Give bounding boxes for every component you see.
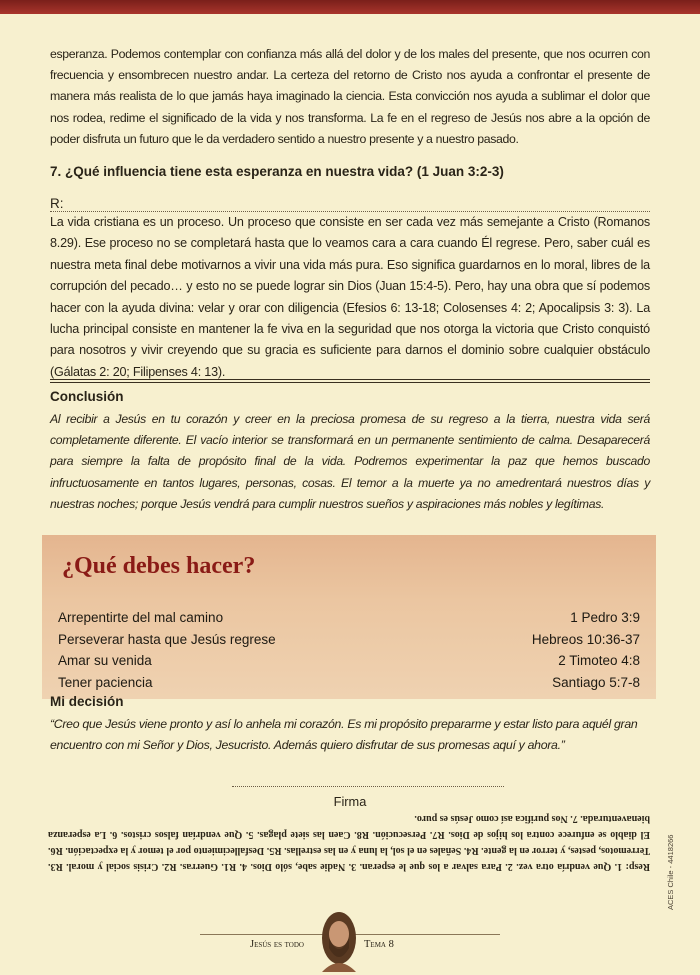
- footer-series-title: Jesús es todo: [250, 939, 304, 950]
- intro-paragraph: esperanza. Podemos contemplar con confianza más allá del dolor y de los males del presente, que nos ocurren con frecuencia y ensombrecen nuestro andar. La certeza del retorno de Cristo nos ayuda a confrontar el presente de manera más realista de lo que jamás haya imaginado la ciencia. Esta convicción nos ayuda a sublimar el dolor que nos rodea, redime el significado de la vida y nos transforma. La fe en el regreso de Jesús nos abre a la opción de poder disfruta un futuro que le da verdadero sentido a nuestro presente y a nuestro pasado.: [50, 47, 650, 146]
- signature-line: [232, 786, 504, 787]
- action-reference: 1 Pedro 3:9: [570, 610, 640, 625]
- decision-title: Mi decisión: [50, 694, 124, 709]
- page: [0, 14, 700, 975]
- section-divider: [50, 379, 650, 383]
- footer-lesson-number: Tema 8: [364, 939, 394, 950]
- answer-key-upside-down: Resp: 1. Que vendría otra vez. 2. Para salvar a los que le esperan. 3. Nadie sabe, sólo Dios. 4. R1. Guerras. R2. Crisis social y moral. R3. Terremotos, pestes, y terror en la gente. R4. Señales en el sol, la luna y en las estrellas. R5. Desfallecimiento por el temor y la expectación. R6. El diablo se enfurece contra los hijos de Dios. R7. Persecución. R8. Caen las siete plagas. 5. Que vendrían falsos cristos. 6. La esperanza bienaventurada. 7. Nos purifica así como Jesús es puro.: [48, 813, 650, 872]
- action-box: [42, 535, 656, 699]
- action-label: Arrepentirte del mal camino: [58, 610, 224, 625]
- action-row: [58, 629, 640, 651]
- page-footer: [0, 904, 700, 975]
- action-row: [58, 672, 640, 694]
- answer-paragraph: La vida cristiana es un proceso. Un proceso que consiste en ser cada vez más semejante a Cristo (Romanos 8.29). Ese proceso no se completará hasta que lo veamos cara a cara cuando Él regrese. Pero, saber cuál es nuestra meta final debe motivarnos a vivir una vida más pura. Eso significa guardarnos en lo moral, libres de la corrupción del pecado… y esto no se puede lograr sin Dios (Juan 15:4-5). Pero, hay una obra que sí podemos hacer con la ayuda divina: velar y orar con diligencia (Efesios 6: 13-18; Colosenses 4: 2; Apocalipsis 3: 3). La lucha principal consiste en mantener la fe viva en la seguridad que nos otorga la victoria que Cristo conquistó para nosotros y vivir creyendo que su gracia es suficiente para darnos el dominio sobre cualquier obstáculo (Gálatas 2: 20; Filipenses 4: 13).: [50, 215, 650, 379]
- side-print-code: ACES Chile - 4418266: [666, 834, 675, 910]
- action-box-title: ¿Qué debes hacer?: [62, 553, 256, 579]
- action-list: [58, 607, 640, 693]
- action-row: [58, 607, 640, 629]
- action-label: Amar su venida: [58, 653, 152, 669]
- conclusion-title: Conclusión: [50, 389, 124, 404]
- action-row: [58, 650, 640, 672]
- action-reference: 2 Timoteo 4:8: [558, 653, 640, 669]
- action-label: Perseverar hasta que Jesús regrese: [58, 631, 276, 647]
- signature-label: Firma: [333, 794, 367, 809]
- question-7: 7. ¿Qué influencia tiene esta esperanza en nuestra vida? (1 Juan 3:2-3): [50, 164, 504, 179]
- jesus-portrait-icon: [318, 908, 360, 972]
- conclusion-text: Al recibir a Jesús en tu corazón y creer en la preciosa promesa de su regreso a la tierra, nuestra vida será completamente diferente. El vacío interior se transformará en un permanente sentimiento de calma. Desaparecerá para siempre la falta de propósito final de la vida. Podremos experimentar la paz que hemos buscado infructuosamente en tantos lugares, personas, cosas. El temor a la muerte ya no amedrentará nuestros días y nuestras noches; porque Jesús vendrá para cumplir nuestros sueños y aspiraciones más nobles y legítimas.: [50, 412, 650, 511]
- response-label: R:: [50, 196, 64, 211]
- action-reference: Hebreos 10:36-37: [531, 631, 640, 647]
- decision-text: “Creo que Jesús viene pronto y así lo anhela mi corazón. Es mi propósito prepararme y estar listo para aquél gran encuentro con mi Señor y Dios, Jesucristo. Además quiero disfrutar de sus promesas aquí y ahora.”: [50, 717, 638, 753]
- action-label: Tener paciencia: [58, 674, 153, 690]
- action-reference: Santiago 5:7-8: [552, 674, 640, 690]
- top-band: [0, 0, 700, 14]
